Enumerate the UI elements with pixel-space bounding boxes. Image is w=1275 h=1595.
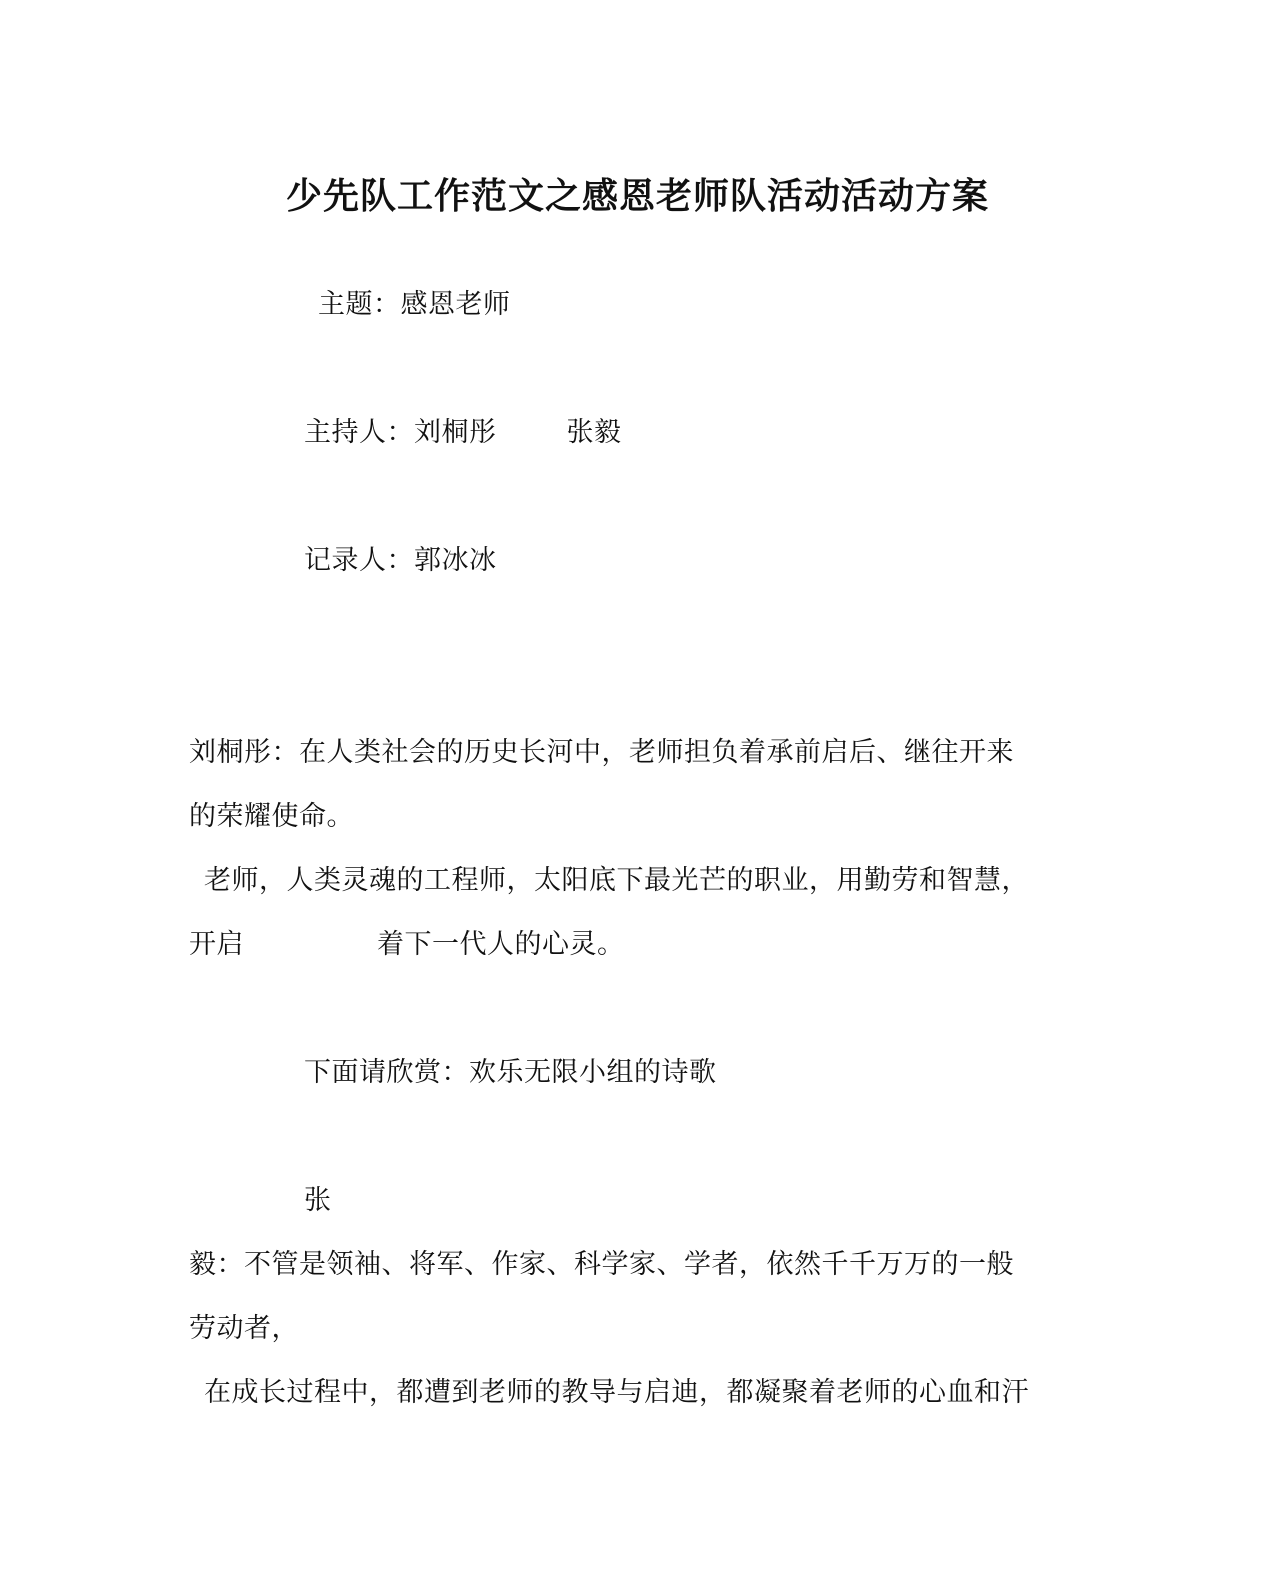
paragraph-4-line-2: 劳动者， bbox=[189, 1313, 299, 1344]
paragraph-1-line-1: 刘桐彤：在人类社会的历史长河中，老师担负着承前启后、继往开来 bbox=[189, 737, 1014, 768]
paragraph-2-line-2 bbox=[189, 928, 625, 962]
recorder-line: 记录人：郭冰冰 bbox=[304, 545, 497, 576]
document-title: 少先队工作范文之感恩老师队活动活动方案 bbox=[285, 175, 989, 217]
paragraph-4-line-1: 毅：不管是领袖、将军、作家、科学家、学者，依然千千万万的一般 bbox=[189, 1249, 1014, 1280]
paragraph-3: 下面请欣赏：欢乐无限小组的诗歌 bbox=[304, 1057, 717, 1088]
paragraph-4-speaker-start: 张 bbox=[304, 1185, 332, 1216]
paragraph-1-line-2: 的荣耀使命。 bbox=[189, 801, 354, 832]
theme-line: 主题：感恩老师 bbox=[318, 289, 511, 320]
paragraph-2-line-1: 老师，人类灵魂的工程师，太阳底下最光芒的职业，用勤劳和智慧， bbox=[204, 865, 1029, 896]
host-second-name: 张毅 bbox=[566, 417, 622, 448]
paragraph-2-continuation: 着下一代人的心灵。 bbox=[377, 929, 625, 960]
host-line bbox=[304, 416, 622, 450]
host-label: 主持人：刘桐彤 bbox=[304, 417, 497, 448]
paragraph-2-open-word: 开启 bbox=[189, 929, 244, 960]
paragraph-5-line-1: 在成长过程中，都遭到老师的教导与启迪，都凝聚着老师的心血和汗 bbox=[204, 1377, 1029, 1408]
